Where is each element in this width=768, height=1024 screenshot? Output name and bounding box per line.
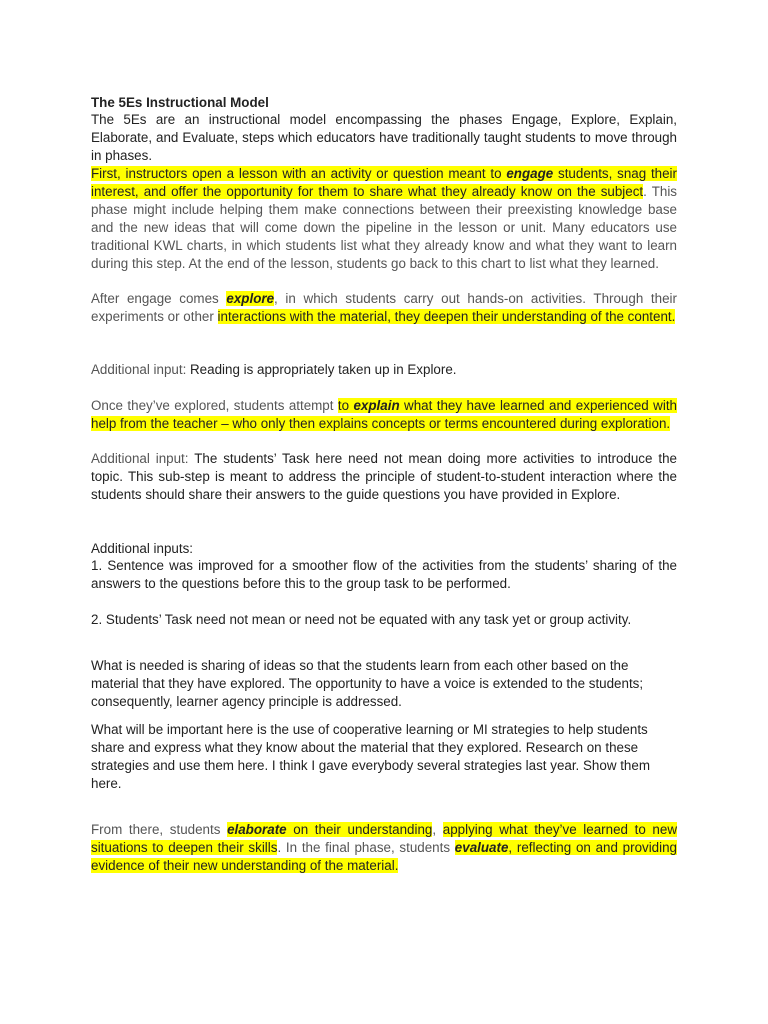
explain-keyword: explain — [353, 398, 400, 413]
explain-highlight-b: what they have learned and experienced with help from the teacher – who only then explains concepts or terms encountered during exploration. — [91, 398, 677, 431]
additional-input-explore — [91, 361, 677, 379]
explain-highlight-a: to — [337, 398, 354, 413]
explain-paragraph — [91, 397, 677, 433]
document-title: The 5Es Instructional Model — [91, 95, 269, 110]
elaborate-text-c: . In the final phase, students — [277, 840, 455, 855]
engage-highlight-a: First, instructors open a lesson with an activity or question meant to — [91, 166, 507, 181]
engage-keyword: engage — [506, 166, 554, 181]
strategies-paragraph: What will be important here is the use of cooperative learning or MI strategies to help students share and express what they know about the material that they explored. Research on these strategies and use them here. I think I gave everybody several strategies last year. Show them here. — [91, 722, 650, 791]
additional-input-label: Additional input: — [91, 362, 191, 377]
explore-paragraph — [91, 290, 677, 326]
additional-input-text: Reading is appropriately taken up in Explore. — [190, 362, 457, 377]
engage-rest-text: . This phase might include helping them make connections between their preexisting knowledge base and the new ideas that will come down the pipeline in the lesson or unit. Many educators use traditional KWL charts, in which students list what they already know and what they want to learn during this step. At the end of the lesson, students go back to this chart to list what they learned. — [91, 184, 677, 271]
additional-inputs-item-1: 1. Sentence was improved for a smoother flow of the activities from the students’ sharing of the answers to the questions before this to the group task to be performed. — [91, 558, 677, 591]
additional-input-label: Additional input: — [91, 451, 195, 466]
additional-inputs-label: Additional inputs: — [91, 541, 193, 556]
evaluate-highlight: , reflecting on and providing evidence of their new understanding of the material. — [91, 840, 677, 873]
engage-highlight-b: students, snag their interest, and offer the opportunity for them to share what they already know on the subject — [91, 166, 677, 199]
elaborate-keyword: elaborate — [227, 822, 287, 837]
engage-paragraph — [91, 165, 677, 273]
explore-text-a: After engage comes — [91, 291, 227, 306]
elaborate-highlight-a: on their understanding — [286, 822, 433, 837]
intro-paragraph: The 5Es are an instructional model encompassing the phases Engage, Explore, Explain, Elaborate, and Evaluate, steps which educators have traditionally taught students to move through in phases. — [91, 112, 677, 163]
elaborate-text-a: From there, students — [91, 822, 228, 837]
additional-input-text: The students’ Task here need not mean doing more activities to introduce the topic. This sub-step is meant to address the principle of student-to-student interaction where the students should share their answers to the guide questions you have provided in Explore. — [91, 451, 677, 502]
additional-input-task — [91, 450, 677, 504]
elaborate-evaluate-paragraph — [91, 821, 677, 875]
explore-text-b: , in which students carry out hands-on activities. Through their experiments or other — [91, 291, 677, 324]
explore-highlight: interactions with the material, they deepen their understanding of the content. — [217, 309, 676, 324]
elaborate-text-b: , — [432, 822, 443, 837]
elaborate-highlight-b: applying what they’ve learned to new situations to deepen their skills — [91, 822, 677, 855]
additional-inputs-item-2: 2. Students’ Task need not mean or need not be equated with any task yet or group activity. — [91, 612, 632, 627]
sharing-ideas-paragraph: What is needed is sharing of ideas so that the students learn from each other based on the material that they have explored. The opportunity to have a voice is extended to the students; consequently, learner agency principle is addressed. — [91, 658, 644, 709]
evaluate-keyword: evaluate — [454, 840, 509, 855]
explain-text-a: Once they’ve explored, students attempt — [91, 398, 338, 413]
explore-keyword: explore — [226, 291, 275, 306]
